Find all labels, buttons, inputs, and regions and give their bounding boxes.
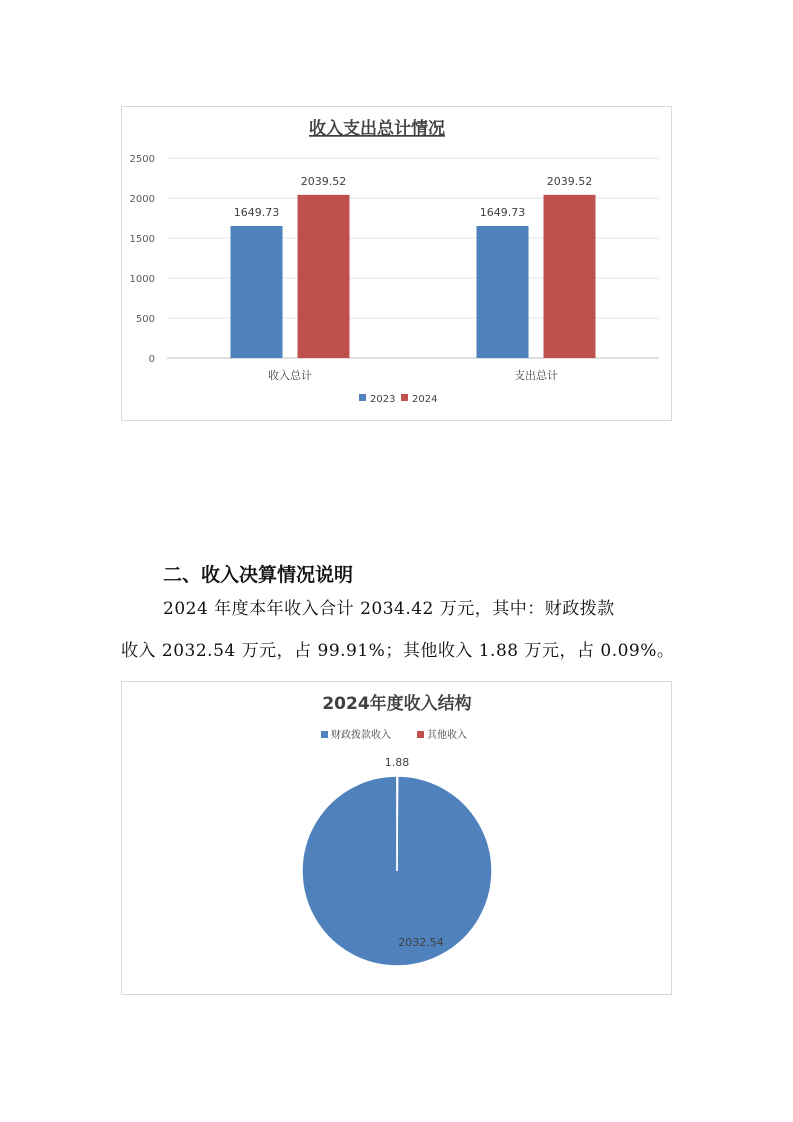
y-tick-label: 2500 xyxy=(129,154,155,165)
pie-chart-canvas xyxy=(122,682,673,996)
legend-label: 其他收入 xyxy=(427,730,467,741)
y-tick-label: 500 xyxy=(135,314,155,325)
x-category-label: 收入总计 xyxy=(268,369,312,382)
chart-title: 2024年度收入结构 xyxy=(322,694,472,714)
income-expense-bar-chart xyxy=(121,106,672,421)
pie-value-label: 2032.54 xyxy=(398,936,444,949)
legend-label: 财政拨款收入 xyxy=(331,730,391,741)
y-tick-label: 2000 xyxy=(129,194,155,205)
legend-label: 2023 xyxy=(370,394,396,405)
bar xyxy=(544,195,596,358)
chart-title: 收入支出总计情况 xyxy=(309,119,445,139)
legend-swatch xyxy=(359,394,366,401)
income-paragraph-line-1: 2024 年度本年收入合计 2034.42 万元，其中：财政拨款 xyxy=(163,599,615,619)
income-paragraph-line-2: 收入 2032.54 万元，占 99.91%；其他收入 1.88 万元，占 0.09%。 xyxy=(121,641,675,661)
bar xyxy=(477,226,529,358)
bar-value-label: 2039.52 xyxy=(546,174,593,188)
y-tick-label: 1500 xyxy=(129,234,155,245)
y-tick-label: 1000 xyxy=(129,274,155,285)
bar-value-label: 1649.73 xyxy=(479,206,526,220)
bar-value-label: 1649.73 xyxy=(233,206,280,220)
legend-swatch xyxy=(401,394,408,401)
y-tick-label: 0 xyxy=(148,354,155,365)
legend-label: 2024 xyxy=(412,394,438,405)
bar xyxy=(231,226,283,358)
pie-value-label: 1.88 xyxy=(384,756,410,769)
bar-chart-canvas xyxy=(122,107,673,422)
section-heading: 二、收入决算情况说明 xyxy=(163,564,354,586)
bar xyxy=(298,195,350,358)
pie-slice xyxy=(397,776,398,871)
x-category-label: 支出总计 xyxy=(514,369,558,382)
income-structure-pie-chart xyxy=(121,681,672,995)
legend-swatch xyxy=(321,731,328,738)
bar-value-label: 2039.52 xyxy=(300,174,347,188)
legend-swatch xyxy=(417,731,424,738)
